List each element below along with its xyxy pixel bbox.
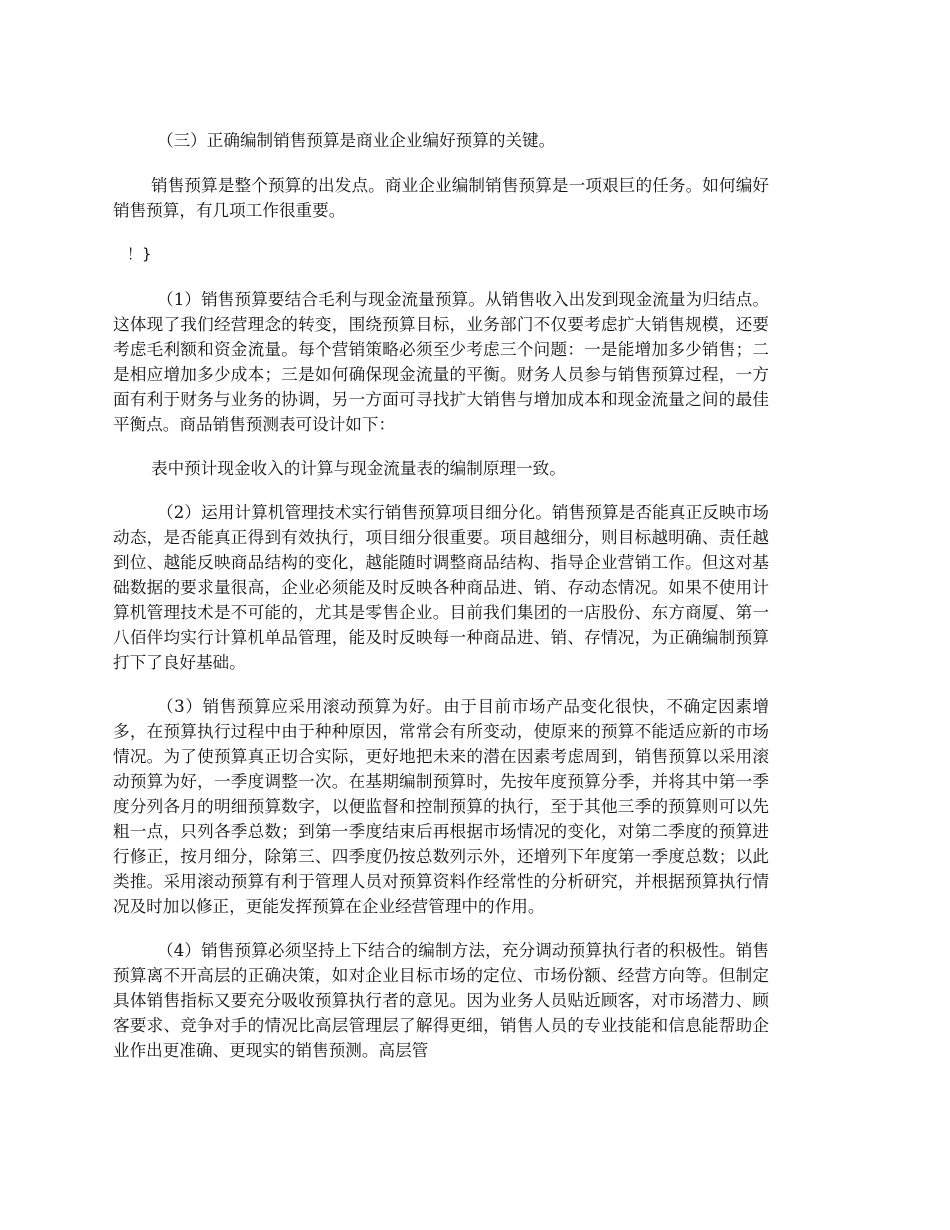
paragraph-2: （2）运用计算机管理技术实行销售预算项目细分化。销售预算是否能真正反映市场动态，是否能真正得到有效执行，项目细分很重要。项目越细分，则目标越明确、责任越到位、越能反映商品结构的变化，越能随时调整商品结构、指导企业营销工作。但这对基础数据的要求量很高，企业必须能及时反映各种商品进、销、存动态情况。如果不使用计算机管理技术是不可能的，尤其是零售企业。目前我们集团的一店股份、东方商厦、第一八佰伴均实行计算机单品管理，能及时反映每一种商品进、销、存情况，为正确编制预算打下了良好基础。 xyxy=(113,503,769,672)
paragraph-4: （4）销售预算必须坚持上下结合的编制方法，充分调动预算执行者的积极性。销售预算离不开高层的正确决策，如对企业目标市场的定位、市场份额、经营方向等。但制定具体销售指标又要充分吸收预算执行者的意见。因为业务人员贴近顾客，对市场潜力、顾客要求、竞争对手的情况比高层管理层了解得更细，销售人员的专业技能和信息能帮助企业作出更准确、更现实的销售预测。高层管 xyxy=(113,941,769,1060)
section-heading: （三）正确编制销售预算是商业企业编好预算的关键。 xyxy=(157,131,556,150)
intro-paragraph: 销售预算是整个预算的出发点。商业企业编制销售预算是一项艰巨的任务。如何编好销售预算，有几项工作很重要。 xyxy=(113,176,769,220)
stray-mark: ！} xyxy=(127,245,152,263)
paragraph-1: （1）销售预算要结合毛利与现金流量预算。从销售收入出发到现金流量为归结点。这体现了我们经营理念的转变，围绕预算目标，业务部门不仅要考虑扩大销售规模，还要考虑毛利额和资金流量。每个营销策略必须至少考虑三个问题：一是能增加多少销售；二是相应增加多少成本；三是如何确保现金流量的平衡。财务人员参与销售预算过程，一方面有利于财务与业务的协调，另一方面可寻找扩大销售与增加成本和现金流量之间的最佳平衡点。商品销售预测表可设计如下： xyxy=(113,290,769,434)
paragraph-1-note: 表中预计现金收入的计算与现金流量表的编制原理一致。 xyxy=(151,459,566,478)
document-page xyxy=(113,128,769,1082)
paragraph-3: （3）销售预算应采用滚动预算为好。由于目前市场产品变化很快，不确定因素增多，在预算执行过程中由于种种原因，常常会有所变动，使原来的预算不能适应新的市场情况。为了使预算真正切合实际，更好地把未来的潜在因素考虑周到，销售预算以采用滚动预算为好，一季度调整一次。在基期编制预算时，先按年度预算分季，并将其中第一季度分列各月的明细预算数字，以便监督和控制预算的执行，至于其他三季的预算则可以先粗一点，只列各季总数；到第一季度结束后再根据市场情况的变化，对第二季度的预算进行修正，按月细分，除第三、四季度仍按总数列示外，还增列下年度第一季度总数；以此类推。采用滚动预算有利于管理人员对预算资料作经常性的分析研究，并根据预算执行情况及时加以修正，更能发挥预算在企业经营管理中的作用。 xyxy=(113,697,769,916)
